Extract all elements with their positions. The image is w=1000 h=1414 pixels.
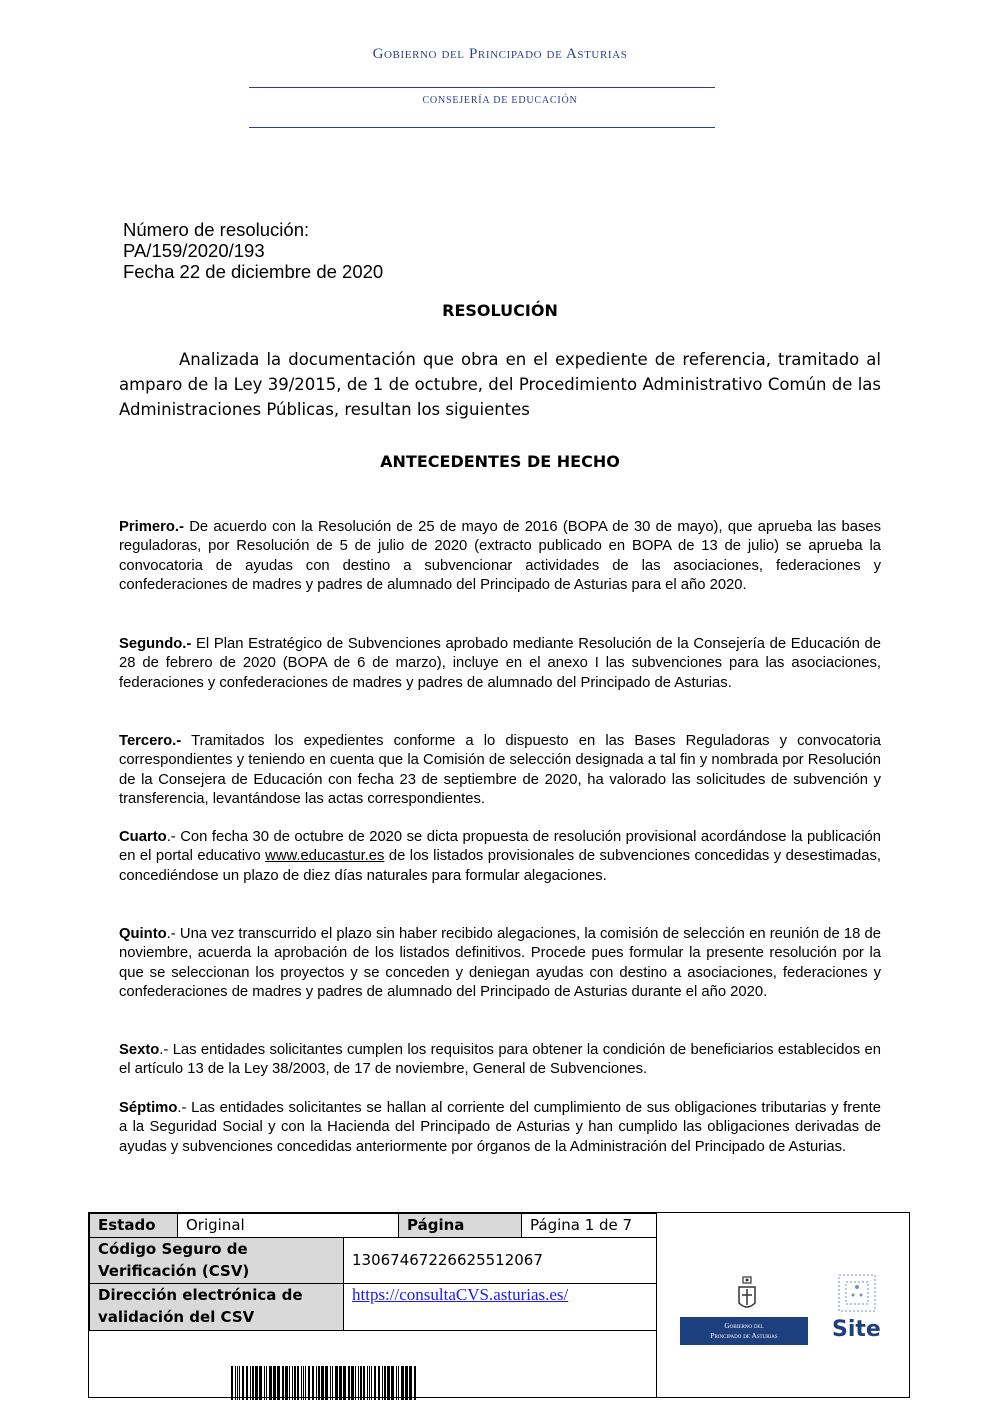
barcode-bar — [282, 1366, 284, 1400]
barcode-bar — [285, 1366, 288, 1400]
paragraph-label: Cuarto — [119, 829, 167, 845]
logo-line-2: Principado de Asturias — [710, 1331, 778, 1340]
url-label: Dirección electrónica de validación del CSV — [89, 1283, 344, 1331]
barcode-bar — [305, 1366, 306, 1400]
barcode-bar — [269, 1366, 272, 1400]
barcode-bar — [294, 1366, 296, 1400]
barcode-bar — [363, 1366, 365, 1400]
logos-area — [656, 1213, 911, 1397]
barcode — [231, 1366, 417, 1400]
barcode-bar — [371, 1366, 372, 1400]
barcode-bar — [321, 1366, 324, 1400]
logo-line-1: Gobierno del — [724, 1321, 764, 1330]
barcode-bar — [360, 1366, 362, 1400]
barcode-bar — [409, 1366, 412, 1400]
barcode-bar — [266, 1366, 267, 1400]
barcode-bar — [369, 1366, 370, 1400]
barcode-bar — [292, 1366, 293, 1400]
barcode-bar — [348, 1366, 350, 1400]
barcode-bar — [384, 1366, 386, 1400]
barcode-bar — [235, 1366, 236, 1400]
government-logo — [680, 1317, 808, 1345]
government-title: Gobierno del Principado de Asturias — [372, 46, 628, 62]
barcode-bar — [335, 1366, 338, 1400]
barcode-bar — [303, 1366, 304, 1400]
url-cell — [343, 1283, 657, 1331]
barcode-bar — [259, 1366, 262, 1400]
barcode-bar — [405, 1366, 408, 1400]
barcode-bar — [351, 1366, 354, 1400]
site-emblem-icon — [836, 1273, 878, 1313]
paragraph-label: Quinto — [119, 926, 167, 942]
paragraph-text: De acuerdo con la Resolución de 25 de mayo de 2016 (BOPA de 30 de mayo), que aprueba las bases reguladoras, por Resolución de 5 de julio de 2020 (extracto publicado en BOPA de 13 de julio) se aprueba la convocatoria de ayudas con destino a subvencionar actividades de las asociaciones, federaciones y confederaciones de madres y padres de alumnado del Principado de Asturias para el año 2020. — [119, 519, 881, 594]
barcode-bar — [250, 1366, 251, 1400]
barcode-bar — [318, 1366, 320, 1400]
pagina-value: Página 1 de 7 — [521, 1213, 657, 1238]
barcode-bar — [237, 1366, 238, 1400]
barcode-bar — [355, 1366, 356, 1400]
paragraph-text: .- Las entidades solicitantes cumplen los requisitos para obtener la condición de beneficiarios establecidos en el artículo 13 de la Ley 38/2003, de 17 de noviembre, General de Subvenciones. — [119, 1042, 881, 1078]
csv-label: Código Seguro de Verificación (CSV) — [89, 1237, 344, 1284]
paragraph-text: Tramitados los expedientes conforme a lo dispuesto en las Bases Reguladoras y convocatoria correspondientes y teniendo en cuenta que la Comisión de selección designada a tal fin y nombrada por Resolución de la Consejera de Educación con fecha 23 de septiembre de 2020, ha valorado las solicitudes de subvención y transferencia, levantándose las actas correspondientes. — [119, 733, 881, 808]
barcode-bar — [297, 1366, 299, 1400]
resolution-number: PA/159/2020/193 — [123, 240, 265, 261]
intro-paragraph: Analizada la documentación que obra en el expediente de referencia, tramitado al amparo de la Ley 39/2015, de 1 de octubre, del Procedimiento Administrativo Común de las Administraciones Públicas, resultan los siguientes — [119, 350, 881, 419]
csv-value: 13067467226625512067 — [343, 1237, 657, 1284]
header-divider-bottom — [249, 127, 715, 128]
barcode-bar — [289, 1366, 290, 1400]
barcode-bar — [396, 1366, 397, 1400]
barcode-bar — [242, 1366, 244, 1400]
paragraph-cuarto — [119, 828, 881, 886]
paragraph-label: Séptimo — [119, 1100, 178, 1116]
barcode-bar — [387, 1366, 390, 1400]
paragraph-text: .- Con fecha 30 de octubre de 2020 se dicta propuesta de resolución provisional acordándose la publicación en el portal educativo — [119, 829, 881, 865]
barcode-bar — [316, 1366, 317, 1400]
barcode-bar — [255, 1366, 258, 1400]
paragraph-quinto — [119, 925, 881, 1003]
site-logo-text: Site — [832, 1317, 881, 1342]
barcode-bar — [301, 1366, 302, 1400]
barcode-bar — [239, 1366, 240, 1400]
barcode-bar — [325, 1366, 328, 1400]
paragraph-label: Tercero.- — [119, 733, 182, 749]
paragraph-primero — [119, 518, 881, 596]
barcode-bar — [231, 1366, 233, 1400]
header-divider-top — [249, 87, 715, 88]
estado-value: Original — [177, 1213, 399, 1238]
educastur-link[interactable]: www.educastur.es — [265, 848, 385, 865]
resolution-info — [123, 219, 383, 282]
verification-box — [88, 1212, 910, 1398]
barcode-bar — [414, 1366, 416, 1400]
barcode-bar — [332, 1366, 333, 1400]
paragraph-tercero — [119, 732, 881, 810]
estado-label: Estado — [89, 1213, 178, 1238]
coat-of-arms-icon — [736, 1275, 758, 1315]
barcode-bar — [339, 1366, 342, 1400]
barcode-bar — [374, 1366, 376, 1400]
paragraph-segundo — [119, 635, 881, 693]
barcode-bar — [273, 1366, 276, 1400]
department-title: CONSEJERÍA DE EDUCACIÓN — [422, 95, 578, 106]
barcode-bar — [308, 1366, 310, 1400]
paragraph-septimo — [119, 1099, 881, 1157]
barcode-bar — [391, 1366, 394, 1400]
paragraph-label: Segundo.- — [119, 636, 192, 652]
section-title: ANTECEDENTES DE HECHO — [380, 452, 620, 471]
paragraph-text: .- Las entidades solicitantes se hallan al corriente del cumplimiento de sus obligaciones tributarias y frente a la Seguridad Social y con la Hacienda del Principado de Asturias y han cumplido las obligaciones derivadas de ayudas y subvenciones concedidas anteriormente por órganos de la Administración del Principado de Asturias. — [119, 1100, 881, 1155]
barcode-bar — [330, 1366, 331, 1400]
pagina-label: Página — [398, 1213, 522, 1238]
barcode-bar — [398, 1366, 399, 1400]
barcode-bar — [358, 1366, 359, 1400]
barcode-bar — [378, 1366, 380, 1400]
csv-url-link[interactable]: https://consultaCVS.asturias.es/ — [352, 1285, 569, 1304]
barcode-bar — [277, 1366, 280, 1400]
barcode-graphic — [231, 1366, 417, 1400]
paragraph-label: Primero.- — [119, 519, 184, 535]
resolution-number-label: Número de resolución: — [123, 219, 310, 240]
barcode-bar — [246, 1366, 248, 1400]
paragraph-text: .- Una vez transcurrido el plazo sin haber recibido alegaciones, la comisión de selección en reunión de 18 de noviembre, acuerda la aprobación de los listados definitivos. Procede pues formular la presente resolución por la que se seleccionan los proyectos y se conceden y deniegan ayudas con destino a asociaciones, federaciones y confederaciones de madres y padres de alumnado del Principado de Asturias durante el año 2020. — [119, 926, 881, 1001]
paragraph-text: de los listados provisionales de subvenciones concedidas y desestimadas, concediéndose un plazo de diez días naturales para formular alegaciones. — [119, 848, 882, 884]
barcode-bar — [382, 1366, 383, 1400]
barcode-bar — [367, 1366, 368, 1400]
resolution-date: Fecha 22 de diciembre de 2020 — [123, 261, 384, 282]
barcode-bar — [252, 1366, 254, 1400]
paragraph-text: El Plan Estratégico de Subvenciones aprobado mediante Resolución de la Consejería de Educación de 28 de febrero de 2020 (BOPA de 6 de marzo), incluye en el anexo I las subvenciones para las asociaciones, federaciones y confederaciones de madres y padres de alumnado del Principado de Asturias. — [119, 636, 881, 691]
document-title: RESOLUCIÓN — [442, 301, 558, 320]
paragraph-label: Sexto — [119, 1042, 160, 1058]
barcode-bar — [264, 1366, 265, 1400]
barcode-bar — [312, 1366, 314, 1400]
paragraph-sexto — [119, 1041, 881, 1080]
barcode-bar — [343, 1366, 346, 1400]
barcode-cell — [89, 1330, 657, 1397]
barcode-bar — [401, 1366, 404, 1400]
